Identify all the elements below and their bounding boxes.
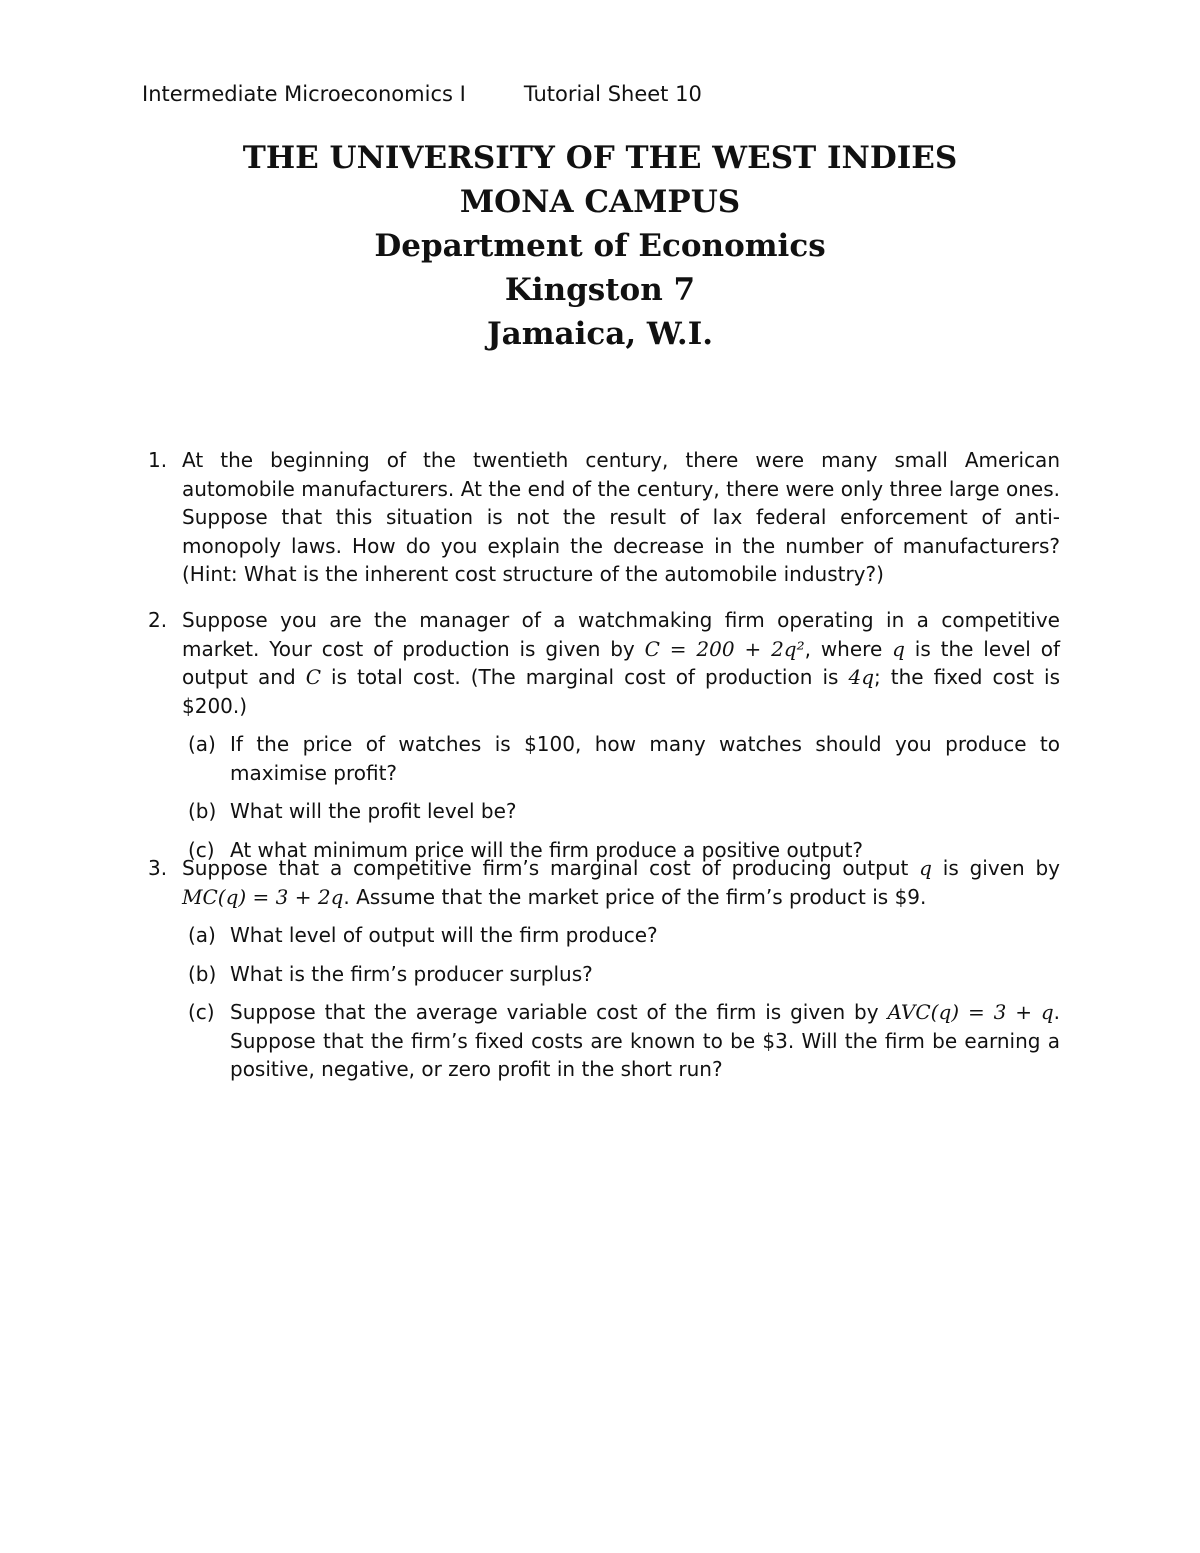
question-number: 1. [148, 448, 168, 472]
text-span: Suppose that a competitive firm’s marginal cost of producing output [182, 856, 920, 880]
sheet-name: Tutorial Sheet 10 [523, 82, 702, 106]
question-number: 2. [148, 608, 168, 632]
question-number: 3. [148, 856, 168, 880]
subquestion-3a [182, 921, 1060, 950]
city-line: Kingston 7 [504, 272, 696, 308]
department-name: Department of Economics [374, 228, 826, 264]
math-cost-function: C = 200 + 2q² [644, 636, 805, 661]
subquestion-text [230, 998, 1060, 1084]
subquestion-text: What will the profit level be? [230, 799, 517, 823]
subquestion-text: If the price of watches is $100, how many watches should you produce to maximise profit? [230, 732, 1060, 785]
math-C: C [305, 665, 321, 689]
campus-name: MONA CAMPUS [459, 184, 741, 220]
text-span: , where [804, 636, 893, 661]
subquestion-label: (b) [188, 799, 217, 823]
question-2 [148, 606, 1060, 864]
subquestion-text: What level of output will the firm produce? [230, 923, 658, 947]
subquestion-label: (c) [188, 837, 215, 862]
text-span: is the level of output and [182, 636, 1060, 689]
course-name: Intermediate Microeconomics I [142, 82, 466, 106]
university-name: THE UNIVERSITY OF THE WEST INDIES [242, 140, 958, 176]
subquestion-2a [182, 730, 1060, 787]
text-span: . Suppose that the firm’s fixed costs are known to be $3. Will the firm be earning a positive, negative, or zero profit in the short run? [230, 1000, 1060, 1081]
text-span: Suppose you are the manager of a watchmaking firm operating in a competitive market. Your cost of production is given by [182, 608, 1060, 661]
math-q: q [892, 636, 905, 661]
title-block [0, 136, 1200, 356]
math-avc: AVC(q) = 3 + q [887, 1000, 1054, 1024]
subquestion-3c [182, 998, 1060, 1084]
subquestion-text: At what minimum price will the firm produce a positive output? [230, 837, 864, 862]
subquestion-label: (b) [188, 961, 217, 986]
subquestion-3b [182, 960, 1060, 989]
question-text [182, 854, 1060, 911]
question-text: At the beginning of the twentieth century, there were many small American automobile manufacturers. At the end of the century, there were only three large ones. Suppose that this situation is not the result of lax federal enforcement of anti-monopoly laws. How do you explain the decrease in the number of manufacturers? (Hint: What is the inherent cost structure of the automobile industry?) [182, 448, 1060, 586]
question-1 [148, 446, 1060, 589]
subquestion-label: (a) [188, 923, 216, 947]
country-line: Jamaica, W.I. [486, 316, 714, 352]
text-span: is given by [931, 856, 1060, 880]
subquestion-2b [182, 797, 1060, 826]
question-3 [148, 854, 1060, 1084]
text-span: is total cost. (The marginal cost of production is [321, 665, 849, 689]
text-span: ; the fixed cost is $200.) [182, 665, 1061, 718]
math-q: q [919, 856, 932, 880]
running-header [142, 82, 702, 106]
math-marginal-cost: MC(q) = 3 + 2q [182, 884, 344, 909]
text-span: . Assume that the market price of the firm’s product is $9. [343, 884, 927, 909]
subquestion-text: What is the firm’s producer surplus? [230, 961, 593, 986]
question-text [182, 606, 1060, 720]
subquestion-label: (a) [188, 732, 216, 756]
math-marginal-cost: 4q [848, 665, 874, 689]
subquestion-label: (c) [188, 1000, 215, 1024]
text-span: Suppose that the average variable cost of the firm is given by [230, 1000, 888, 1024]
